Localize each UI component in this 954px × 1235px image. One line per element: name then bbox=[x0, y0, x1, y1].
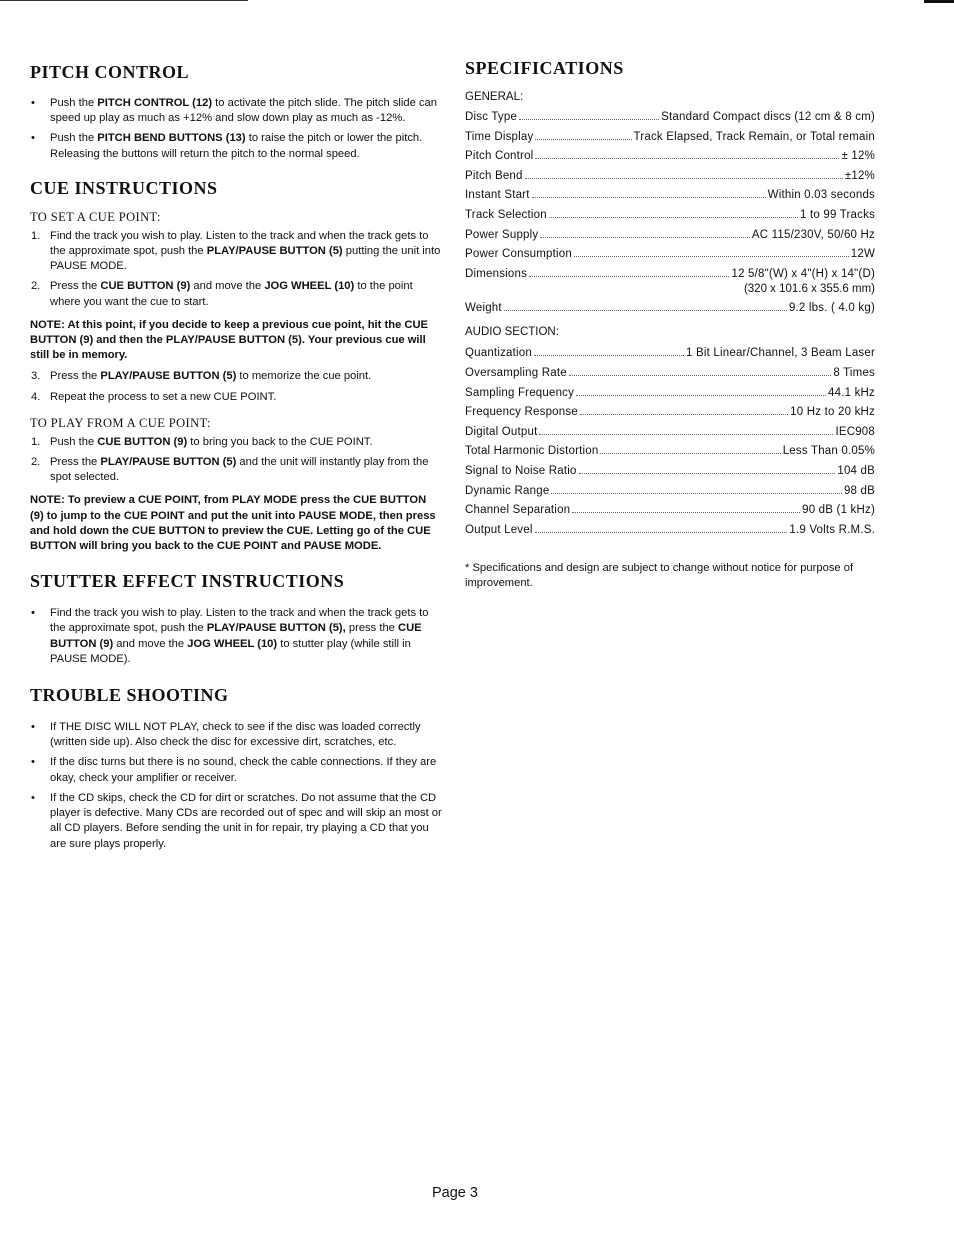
audio-section-label: AUDIO SECTION: bbox=[465, 326, 559, 339]
spec-row-weight: Weight 9.2 lbs. ( 4.0 kg) bbox=[465, 301, 875, 314]
bullet-mark: • bbox=[31, 132, 35, 145]
spec-row-channel-separation: Channel Separation 90 dB (1 kHz) bbox=[465, 504, 875, 517]
spec-row-digital-output: Digital Output IEC908 bbox=[465, 425, 875, 438]
pitch-control-heading: PITCH CONTROL bbox=[30, 62, 190, 82]
spec-row-track-selection: Track Selection 1 to 99 Tracks bbox=[465, 208, 875, 221]
cue-step-2: 2. Press the CUE BUTTON (9) and move the JOG WHEEL (10) to the point where you want the cue to start. bbox=[31, 280, 413, 308]
spec-row-dynamic-range: Dynamic Range 98 dB bbox=[465, 484, 875, 497]
bullet-mark: • bbox=[31, 791, 35, 804]
spec-row-dimensions: Dimensions 12 5/8"(W) x 4"(H) x 14"(D) bbox=[465, 267, 875, 280]
play-cue-subheading: TO PLAY FROM A CUE POINT: bbox=[30, 415, 211, 430]
cue-step-3: 3. Press the PLAY/PAUSE BUTTON (5) to memorize the cue point. bbox=[31, 370, 372, 383]
cue-step-1: 1. Find the track you wish to play. Listen to the track and when the track gets to the approximate spot, push the PLAY/PAUSE BUTTON (5) putting the unit into PAUSE MODE. bbox=[31, 229, 441, 273]
cue-note-1: NOTE: At this point, if you decide to keep a previous cue point, hit the CUE BUTTON (9) and then the PLAY/PAUSE BUTTON (5). Your previous cue will still be in memory. bbox=[30, 318, 429, 362]
bullet-mark: • bbox=[31, 97, 35, 109]
cue-instructions-heading: CUE INSTRUCTIONS bbox=[30, 177, 218, 198]
spec-row-pitch-bend: Pitch Bend ±12% bbox=[465, 169, 875, 182]
trouble-bullet-3: • If the CD skips, check the CD for dirt or scratches. Do not assume that the CD player is defective. Many CDs are recorded out of spec and will skip an most or all CD players. Before sending the unit in for repair, try playing a CD that you are sure plays properly. bbox=[31, 791, 442, 850]
cue-note-2: NOTE: To preview a CUE POINT, from PLAY MODE press the CUE BUTTON (9) to jump to the CUE POINT and put the unit into PAUSE MODE, then press and hold down the CUE BUTTON to preview the CUE. Letting go of the CUE BUTTON will bring you back to the CUE POINT and PAUSE MODE. bbox=[30, 494, 436, 553]
spec-dimensions-metric: (320 x 101.6 x 355.6 mm) bbox=[743, 282, 875, 295]
spec-row-snr: Signal to Noise Ratio 104 dB bbox=[465, 464, 875, 477]
audio-specs bbox=[465, 347, 875, 543]
right-column bbox=[465, 58, 875, 592]
stutter-bullet-1: • Find the track you wish to play. Listen to the track and when the track gets to the approximate spot, push the PLAY/PAUSE BUTTON (5), press the CUE BUTTON (9) and move the JOG WHEEL (10) to stutter play (while still in PAUSE MODE). bbox=[31, 607, 429, 665]
play-step-1: 1. Push the CUE BUTTON (9) to bring you back to the CUE POINT. bbox=[31, 435, 373, 448]
trouble-bullet-2: • If the disc turns but there is no sound, check the cable connections. If they are okay, check your amplifier or receiver. bbox=[31, 756, 437, 784]
spec-row-pitch-control: Pitch Control ± 12% bbox=[465, 150, 875, 163]
spec-row-sampling-frequency: Sampling Frequency 44.1 kHz bbox=[465, 386, 875, 399]
spec-row-oversampling: Oversampling Rate 8 Times bbox=[465, 366, 875, 379]
cue-step-4: 4. Repeat the process to set a new CUE POINT. bbox=[31, 390, 277, 403]
trouble-shooting-heading: TROUBLE SHOOTING bbox=[30, 685, 229, 706]
bullet-mark: • bbox=[31, 756, 35, 769]
trouble-bullet-1: • If THE DISC WILL NOT PLAY, check to see if the disc was loaded correctly (written side up). Also check the disc for excessive dirt, scratches, etc. bbox=[31, 721, 421, 749]
spec-row-disc-type: Disc Type Standard Compact discs (12 cm & 8 cm) bbox=[465, 111, 875, 123]
spec-row-time-display: Time Display Track Elapsed, Track Remain, or Total remain bbox=[465, 130, 875, 143]
spec-row-output-level: Output Level 1.9 Volts R.M.S. bbox=[465, 523, 875, 536]
pitch-bullet-2: • Push the PITCH BEND BUTTONS (13) to raise the pitch or lower the pitch. Releasing the buttons will return the pitch to the normal speed. bbox=[31, 132, 423, 160]
pitch-bullet-1: • Push the PITCH CONTROL (12) to activate the pitch slide. The pitch slide can speed up play as much as +12% and slow down play as much as -12%. bbox=[31, 97, 437, 125]
corner-mark bbox=[924, 0, 954, 3]
page-number: Page 3 bbox=[432, 1185, 478, 1201]
spec-row-thd: Total Harmonic Distortion Less Than 0.05% bbox=[465, 445, 875, 458]
spec-footnote: * Specifications and design are subject to change without notice for purpose of improvement. bbox=[465, 562, 854, 590]
play-step-2: 2. Press the PLAY/PAUSE BUTTON (5) and the unit will instantly play from the spot selected. bbox=[31, 456, 429, 484]
general-specs bbox=[465, 111, 875, 321]
spec-row-power-supply: Power Supply AC 115/230V, 50/60 Hz bbox=[465, 228, 875, 241]
spec-row-power-consumption: Power Consumption 12W bbox=[465, 248, 875, 261]
general-label: GENERAL: bbox=[465, 91, 524, 103]
bullet-mark: • bbox=[31, 721, 35, 734]
top-rule bbox=[0, 0, 248, 1]
spec-row-instant-start: Instant Start Within 0.03 seconds bbox=[465, 189, 875, 202]
set-cue-subheading: TO SET A CUE POINT: bbox=[30, 209, 161, 224]
specifications-heading: SPECIFICATIONS bbox=[465, 58, 624, 78]
left-column bbox=[30, 58, 442, 852]
stutter-heading: STUTTER EFFECT INSTRUCTIONS bbox=[30, 571, 345, 592]
spec-row-frequency-response: Frequency Response 10 Hz to 20 kHz bbox=[465, 406, 875, 419]
spec-row-quantization: Quantization 1 Bit Linear/Channel, 3 Beam Laser bbox=[465, 347, 875, 360]
bullet-mark: • bbox=[31, 607, 35, 620]
